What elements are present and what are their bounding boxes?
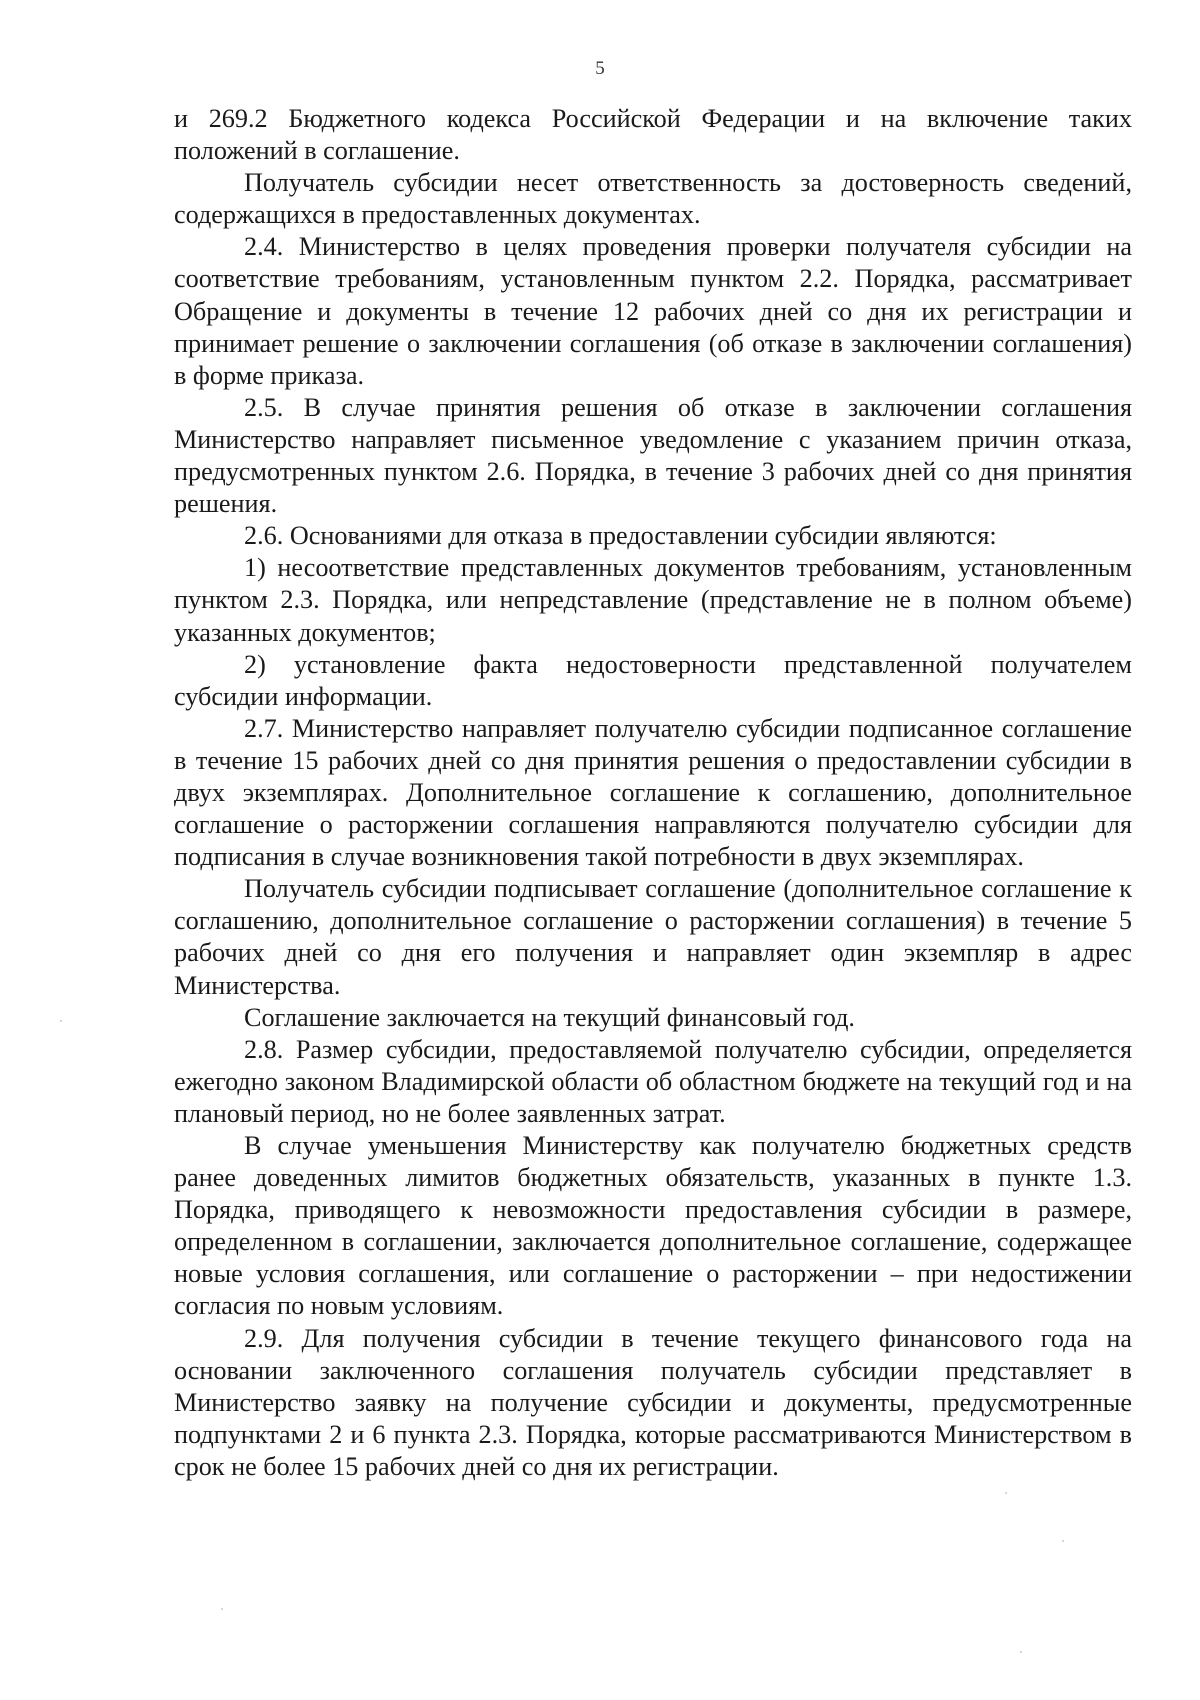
paragraph-limits-reduction: В случае уменьшения Министерству как получателю бюджетных средств ранее доведенных лимитов бюджетных обязательств, указанных в пункте 1.3. Порядка, приводящего к невозможности предоставления субсидии в размере, определенном в соглашении, заключается дополнительное соглашение, содержащее новые условия соглашения, или соглашение о расторжении – при недостижении согласия по новым условиям. [174,1131,1132,1321]
scan-speck [1005,1492,1007,1494]
scan-speck [60,1020,62,1022]
paragraph-2-4: 2.4. Министерство в целях проведения проверки получателя субсидии на соответствие требованиям, установленным пунктом 2.2. Порядка, рассматривает Обращение и документы в течение 12 рабочих дней со дня их регистрации и принимает решение о заключении соглашения (об отказе в заключении соглашения) в форме приказа. [174,232,1132,390]
paragraph-2-7: 2.7. Министерство направляет получателю субсидии подписанное соглашение в течение 15 рабочих дней со дня принятия решения о предоставлении субсидии в двух экземплярах. Дополнительное соглашение к соглашению, дополнительное соглашение о расторжении соглашения направляются получателю субсидии для подписания в случае возникновения такой потребности в двух экземплярах. [174,713,1132,872]
paragraph-continuation: и 269.2 Бюджетного кодекса Российской Федерации и на включение таких положений в соглашение. [174,104,1132,166]
paragraph-2-9: 2.9. Для получения субсидии в течение текущего финансового года на основании заключенного соглашения получатель субсидии представляет в Министерство заявку на получение субсидии и документы, предусмотренные подпунктами 2 и 6 пункта 2.3. Порядка, которые рассматриваются Министерством в срок не более 15 рабочих дней со дня их регистрации. [174,1323,1132,1481]
page-number: 5 [595,58,605,79]
paragraph-recipient-signs: Получатель субсидии подписывает соглашение (дополнительное соглашение к соглашению, дополнительное соглашение о расторжении соглашения) в течение 5 рабочих дней со дня его получения и направляет один экземпляр в адрес Министерства. [174,874,1132,1000]
scan-speck [221,1608,223,1610]
document-body [174,103,1132,1483]
paragraph-agreement-year: Соглашение заключается на текущий финансовый год. [244,1002,855,1032]
paragraph-responsibility: Получатель субсидии несет ответственность за достоверность сведений, содержащихся в предоставленных документах. [174,168,1132,230]
paragraph-2-5: 2.5. В случае принятия решения об отказе в заключении соглашения Министерство направляет письменное уведомление с указанием причин отказа, предусмотренных пунктом 2.6. Порядка, в течение 3 рабочих дней со дня принятия решения. [174,392,1132,519]
paragraph-2-8: 2.8. Размер субсидии, предоставляемой получателю субсидии, определяется ежегодно законом Владимирской области об областном бюджете на текущий год и на плановый период, но не более заявленных затрат. [174,1034,1132,1128]
scan-speck [1062,1540,1064,1542]
list-item-2: 2) установление факта недостоверности представленной получателем субсидии информации. [174,649,1132,711]
paragraph-2-6: 2.6. Основаниями для отказа в предоставлении субсидии являются: [244,521,997,551]
scan-speck [1020,1651,1022,1653]
list-item-1: 1) несоответствие представленных документов требованиям, установленным пунктом 2.3. Порядка, или непредставление (представление не в полном объеме) указанных документов; [174,553,1132,647]
